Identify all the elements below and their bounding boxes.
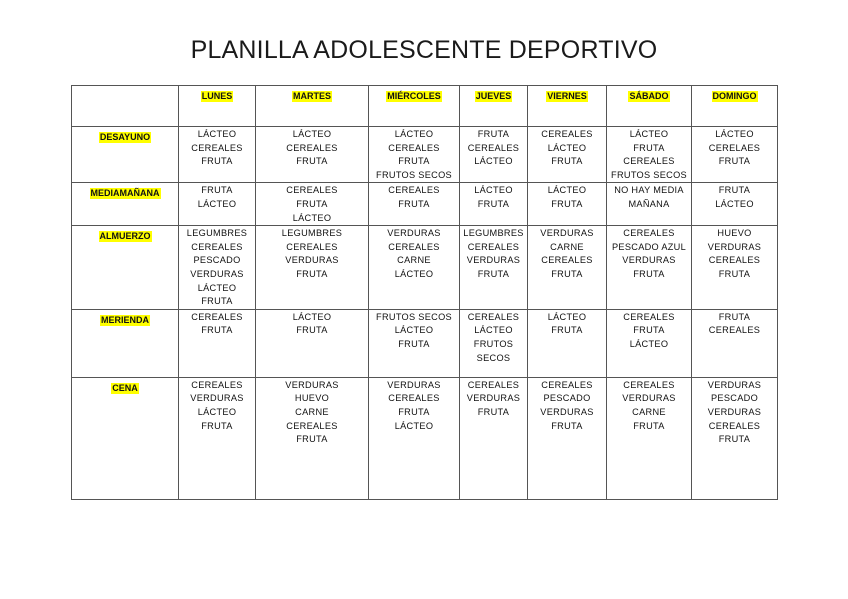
food-item: LÁCTEO — [394, 325, 434, 336]
food-item: LEGUMBRES — [281, 228, 343, 239]
meal-cell — [369, 183, 460, 226]
food-item: FRUTA — [551, 420, 583, 431]
day-label: DOMINGO — [712, 91, 757, 101]
food-item: FRUTA — [551, 325, 583, 336]
food-item: CEREALES — [388, 241, 440, 252]
meal-cell — [179, 127, 256, 183]
food-item: VERDURAS — [285, 255, 339, 266]
food-item: FRUTA — [718, 156, 751, 167]
food-item: CEREALES — [467, 241, 520, 252]
food-item: LÁCTEO — [197, 282, 237, 293]
food-item: LÁCTEO — [474, 156, 513, 167]
food-item: CEREALES — [708, 420, 761, 431]
meal-row — [72, 309, 778, 377]
meal-cell — [179, 226, 256, 310]
food-item: FRUTA — [633, 325, 665, 336]
meal-cell — [607, 377, 692, 499]
food-item: FRUTA — [201, 296, 233, 307]
food-item: FRUTA — [718, 434, 751, 445]
food-item: CEREALES — [623, 311, 675, 322]
food-item: CARNE — [397, 255, 431, 266]
page-title: PLANILLA ADOLESCENTE DEPORTIVO — [190, 36, 658, 64]
meal-cell — [256, 183, 369, 226]
food-item: CEREALES — [708, 255, 761, 266]
food-item: FRUTA — [633, 268, 665, 279]
meal-row — [72, 183, 778, 226]
food-item: CEREALES — [191, 142, 243, 153]
day-header — [460, 86, 528, 127]
meal-row — [72, 127, 778, 183]
meal-label: MERIENDA — [100, 314, 149, 325]
food-item: LÁCTEO — [629, 338, 669, 349]
meal-cell — [460, 183, 528, 226]
food-item: VERDURAS — [540, 228, 594, 239]
meal-cell — [369, 226, 460, 310]
food-item: LÁCTEO — [547, 311, 587, 322]
meal-cell — [460, 377, 528, 499]
meal-cell — [528, 226, 607, 310]
food-item: CEREALES — [467, 379, 520, 390]
food-item: FRUTA — [718, 268, 751, 279]
food-item: FRUTA — [398, 198, 430, 209]
food-item: LÁCTEO — [715, 129, 754, 139]
meal-cell — [256, 226, 369, 310]
day-header — [369, 86, 460, 127]
food-item: HUEVO — [294, 393, 330, 404]
food-item: CEREALES — [191, 241, 243, 252]
food-item: LÁCTEO — [547, 142, 587, 153]
meal-header — [72, 377, 179, 499]
food-item: FRUTOS — [473, 338, 514, 349]
meal-header — [72, 127, 179, 183]
food-item: FRUTA — [477, 268, 510, 279]
food-item: LÁCTEO — [197, 198, 237, 209]
meal-cell — [460, 127, 528, 183]
meal-label: CENA — [112, 382, 138, 393]
food-item: FRUTA — [296, 268, 328, 279]
food-item: CEREALES — [623, 228, 675, 239]
meal-header — [72, 183, 179, 226]
meal-label: ALMUERZO — [99, 231, 151, 242]
food-item: FRUTA — [296, 198, 328, 209]
food-item: VERDURAS — [190, 268, 244, 279]
food-item: FRUTA — [398, 338, 430, 349]
food-item: VERDURAS — [285, 379, 339, 390]
food-item: CEREALES — [286, 241, 338, 252]
food-item: LÁCTEO — [197, 129, 237, 139]
day-label: LUNES — [201, 91, 233, 101]
meal-cell — [256, 127, 369, 183]
meal-cell — [528, 183, 607, 226]
food-item: PESCADO AZUL — [611, 241, 687, 252]
food-item: CEREALES — [541, 255, 593, 266]
food-item: FRUTA — [551, 156, 583, 167]
meal-cell — [528, 377, 607, 499]
food-item: FRUTA — [718, 311, 751, 322]
food-item: CEREALES — [286, 142, 338, 153]
day-header — [607, 86, 692, 127]
food-item: CEREALES — [623, 379, 675, 390]
day-label: SÁBADO — [629, 91, 669, 101]
meal-cell — [607, 309, 692, 377]
food-item: LÁCTEO — [197, 406, 237, 417]
food-item: FRUTA — [718, 185, 751, 196]
meal-cell — [692, 183, 778, 226]
food-item: FRUTA — [551, 198, 583, 209]
meal-cell — [179, 183, 256, 226]
food-item: CARNE — [550, 241, 584, 252]
meal-cell — [460, 226, 528, 310]
food-item: FRUTA — [633, 142, 665, 153]
meal-cell — [256, 309, 369, 377]
food-item: VERDURAS — [540, 406, 594, 417]
food-item: CEREALES — [708, 325, 761, 336]
day-label: JUEVES — [475, 91, 512, 101]
meal-cell — [528, 127, 607, 183]
food-item: FRUTA — [296, 325, 328, 336]
food-item: FRUTA — [201, 156, 233, 167]
food-item: LÁCTEO — [292, 129, 332, 139]
meal-cell — [179, 309, 256, 377]
day-label: VIERNES — [547, 91, 587, 101]
food-item: LÁCTEO — [394, 268, 434, 279]
food-item: VERDURAS — [387, 228, 441, 239]
food-item: MAÑANA — [628, 198, 670, 209]
meal-cell — [607, 226, 692, 310]
day-header — [528, 86, 607, 127]
meal-cell — [460, 309, 528, 377]
food-item: FRUTA — [201, 185, 233, 196]
food-item: LÁCTEO — [394, 420, 434, 431]
meal-cell — [607, 127, 692, 183]
food-item: CEREALES — [541, 379, 593, 390]
food-item: CEREALES — [623, 156, 675, 167]
food-item: VERDURAS — [707, 241, 762, 252]
day-header — [179, 86, 256, 127]
food-item: FRUTOS SECOS — [376, 311, 452, 322]
food-item: LÁCTEO — [629, 129, 669, 139]
meal-header — [72, 226, 179, 310]
day-label: MARTES — [293, 91, 331, 101]
food-item: LÁCTEO — [292, 311, 332, 322]
food-item: CEREALES — [286, 420, 338, 431]
food-item: FRUTA — [398, 406, 430, 417]
corner-cell — [72, 86, 179, 127]
meal-cell — [369, 309, 460, 377]
food-item: HUEVO — [717, 228, 752, 239]
food-item: LÁCTEO — [547, 185, 587, 196]
food-item: LEGUMBRES — [463, 228, 524, 239]
meal-plan-table — [71, 85, 778, 500]
food-item: VERDURAS — [190, 393, 244, 404]
food-item: VERDURAS — [622, 255, 676, 266]
header-row — [72, 86, 778, 127]
meal-cell — [256, 377, 369, 499]
food-item: CEREALES — [388, 142, 440, 153]
food-item: VERDURAS — [707, 379, 762, 390]
food-item: FRUTOS SECOS — [611, 169, 687, 180]
food-item: VERDURAS — [622, 393, 676, 404]
food-item: FRUTA — [201, 420, 233, 431]
food-item: FRUTA — [201, 325, 233, 336]
meal-row — [72, 377, 778, 499]
food-item: FRUTA — [398, 156, 430, 167]
food-item: VERDURAS — [707, 406, 762, 417]
meal-cell — [179, 377, 256, 499]
food-item: FRUTA — [477, 129, 510, 139]
food-item: FRUTA — [477, 406, 510, 417]
food-item: LÁCTEO — [715, 198, 754, 209]
meal-cell — [692, 226, 778, 310]
food-item: CERELAES — [708, 142, 761, 153]
food-item: CARNE — [632, 406, 666, 417]
food-item: CEREALES — [467, 311, 520, 322]
food-item: NO HAY MEDIA — [614, 185, 684, 196]
meal-row — [72, 226, 778, 310]
food-item: LÁCTEO — [292, 212, 332, 223]
food-item: FRUTOS SECOS — [376, 169, 452, 180]
meal-cell — [369, 377, 460, 499]
meal-header — [72, 309, 179, 377]
meal-cell — [369, 127, 460, 183]
food-item: FRUTA — [296, 434, 328, 445]
meal-label: DESAYUNO — [99, 132, 151, 142]
food-item: CEREALES — [541, 129, 593, 139]
food-item: CEREALES — [388, 393, 440, 404]
day-header — [692, 86, 778, 127]
meal-rows — [72, 127, 778, 500]
food-item: FRUTA — [633, 420, 665, 431]
day-label: MIÉRCOLES — [387, 91, 441, 101]
food-item: VERDURAS — [466, 255, 521, 266]
food-item: VERDURAS — [466, 393, 521, 404]
food-item: CEREALES — [191, 311, 243, 322]
meal-cell — [607, 183, 692, 226]
food-item: LÁCTEO — [474, 185, 513, 196]
food-item: CEREALES — [191, 379, 243, 390]
food-item: CEREALES — [286, 185, 338, 196]
food-item: PESCADO — [710, 393, 759, 404]
food-item: LEGUMBRES — [186, 228, 248, 239]
day-header — [256, 86, 369, 127]
food-item: CEREALES — [388, 185, 440, 196]
food-item: FRUTA — [477, 198, 510, 209]
food-item: FRUTA — [551, 268, 583, 279]
meal-cell — [692, 309, 778, 377]
food-item: SECOS — [476, 352, 511, 363]
food-item: LÁCTEO — [394, 129, 434, 139]
food-item: CEREALES — [467, 142, 520, 153]
meal-cell — [692, 127, 778, 183]
meal-label: MEDIAMAÑANA — [90, 188, 160, 199]
meal-cell — [528, 309, 607, 377]
food-item: CARNE — [295, 406, 329, 417]
food-item: VERDURAS — [387, 379, 441, 390]
food-item: FRUTA — [296, 156, 328, 167]
meal-cell — [692, 377, 778, 499]
food-item: PESCADO — [543, 393, 591, 404]
food-item: PESCADO — [193, 255, 241, 266]
food-item: LÁCTEO — [474, 325, 513, 336]
